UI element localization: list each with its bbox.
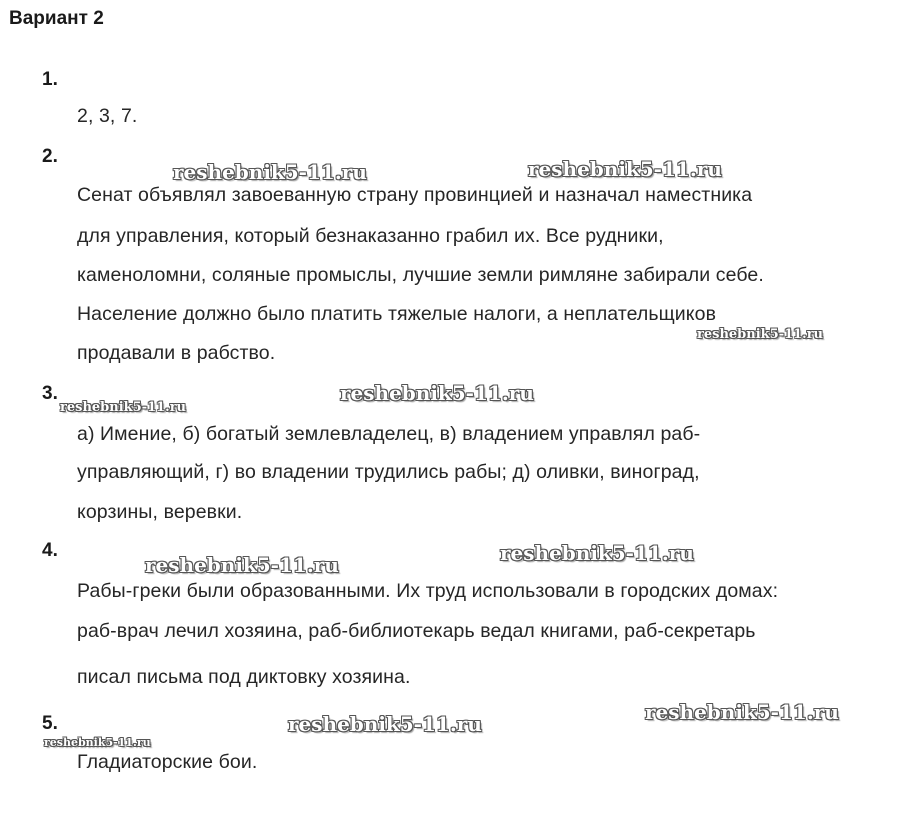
watermark: reshebnik5-11.ru [697, 327, 824, 342]
answer-line: Сенат объявлял завоеванную страну провинцией и назначал наместника [77, 184, 753, 206]
answer-line: а) Имение, б) богатый землевладелец, в) владением управлял раб- [77, 423, 701, 445]
watermark: reshebnik5-11.ru [44, 736, 151, 749]
answer-number: 3. [42, 383, 58, 404]
answer-line: Рабы-греки были образованными. Их труд использовали в городских домах: [77, 580, 779, 602]
watermark: reshebnik5-11.ru [145, 553, 339, 577]
watermark: reshebnik5-11.ru [528, 157, 722, 181]
watermark: reshebnik5-11.ru [60, 400, 187, 415]
answer-line: раб-врач лечил хозяина, раб-библиотекарь ведал книгами, раб-секретарь [77, 620, 756, 642]
answer-line: для управления, который безнаказанно грабил их. Все рудники, [77, 225, 664, 247]
answer-number: 5. [42, 713, 58, 734]
watermark: reshebnik5-11.ru [340, 381, 534, 405]
answer-line: корзины, веревки. [77, 501, 243, 523]
answer-number: 4. [42, 540, 58, 561]
answer-line: Население должно было платить тяжелые налоги, а неплательщиков [77, 303, 717, 325]
watermark: reshebnik5-11.ru [645, 700, 839, 724]
answer-line: каменоломни, соляные промыслы, лучшие земли римляне забирали себе. [77, 264, 764, 286]
answer-line: 2, 3, 7. [77, 105, 138, 127]
page-title: Вариант 2 [9, 8, 104, 29]
watermark: reshebnik5-11.ru [173, 160, 367, 184]
answer-line: продавали в рабство. [77, 342, 276, 364]
answer-line: Гладиаторские бои. [77, 751, 258, 773]
answer-number: 2. [42, 146, 58, 167]
watermark: reshebnik5-11.ru [288, 712, 482, 736]
answer-number: 1. [42, 69, 58, 90]
answer-line: управляющий, г) во владении трудились рабы; д) оливки, виноград, [77, 461, 700, 483]
answer-line: писал письма под диктовку хозяина. [77, 666, 411, 688]
watermark: reshebnik5-11.ru [500, 541, 694, 565]
